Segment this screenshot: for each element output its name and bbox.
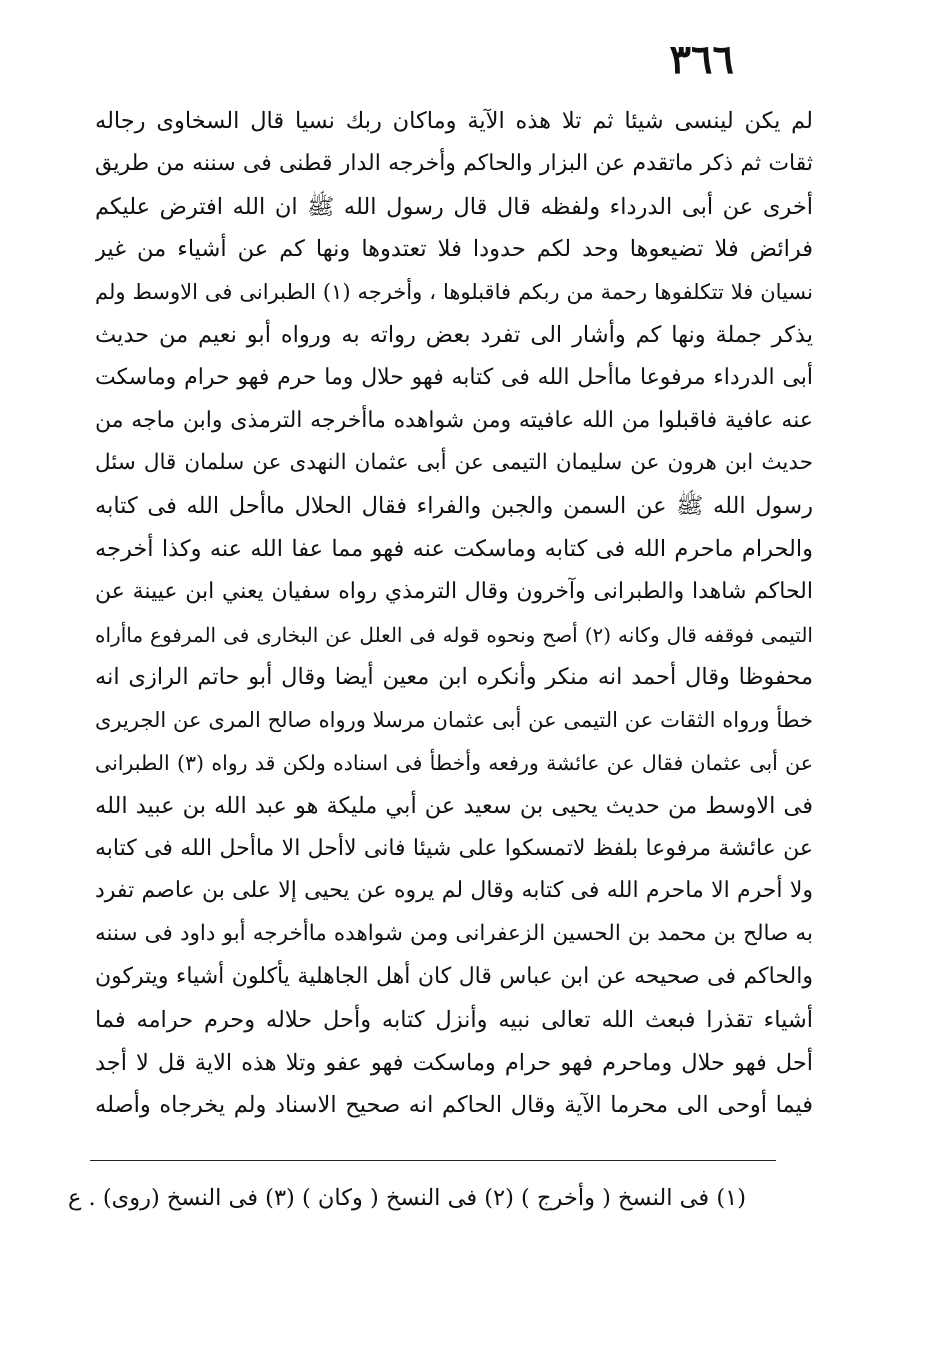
text-line: والحرام ماحرم الله فى كتابه وماسكت عنه فهو مما عفا الله عنه وكذا أخرجه <box>95 535 813 562</box>
footnote: (١) فى النسخ ( وأخرج ) (٢) فى النسخ ( وكان ) (٣) فى النسخ (روى) . ع <box>67 1185 746 1211</box>
text-line: لم يكن لينسى شيئا ثم تلا هذه الآية وماكان ربك نسيا قال السخاوى رجاله <box>95 108 813 134</box>
text-line: عن عائشة مرفوعا بلفظ لاتمسكوا على شيئا فانى لاأحل الا ماأحل الله فى كتابه <box>95 835 813 861</box>
text-line: عن أبى عثمان فقال عن عائشة ورفعه وأخطأ فى اسناده ولكن قد رواه (٣) الطبرانى <box>95 750 813 775</box>
text-line: نسيان فلا تتكلفوها رحمة من ربكم فاقبلوها ، وأخرجه (١) الطبرانى فى الاوسط ولم <box>95 280 813 305</box>
text-line: والحاكم فى صحيحه عن ابن عباس قال كان أهل الجاهلية يأكلون أشياء ويتركون <box>95 963 813 989</box>
text-line: به صالح بن محمد بن الحسين الزعفرانى ومن شواهده ماأخرجه أبو داود فى سننه <box>95 921 813 947</box>
text-line: أبى الدرداء مرفوعا ماأحل الله فى كتابه فهو حلال وما حرم فهو حرام وماسكت <box>95 364 813 390</box>
text-line: أحل فهو حلال وماحرم فهو حرام وماسكت فهو عفو وتلا هذه الاية قل لا أجد <box>95 1049 813 1076</box>
text-line: فى الاوسط من حديث يحيى بن سعيد عن أبي مليكة هو عبد الله بن عبيد الله <box>95 792 813 819</box>
footnote-separator <box>90 1160 776 1161</box>
text-line: خطأ ورواه الثقات عن التيمى عن أبى عثمان مرسلا ورواه صالح المرى عن الجريرى <box>95 708 813 733</box>
text-line: رسول الله ﷺ عن السمن والجبن والفراء فقال الحلال ماأحل الله فى كتابه <box>95 493 813 520</box>
page-number: ٣٦٦ <box>669 36 734 83</box>
text-line: فيما أوحى الى محرما الآية وقال الحاكم انه صحيح الاسناد ولم يخرجاه وأصله <box>95 1092 813 1119</box>
text-line: عنه عافية فاقبلوا من الله عافيته ومن شواهده ماأخرجه الترمذى وابن ماجه من <box>95 407 813 433</box>
text-line: ثقات ثم ذكر ماتقدم عن البزار والحاكم وأخرجه الدار قطنى فى سننه من طريق <box>95 150 813 176</box>
text-line: أشياء تقذرا فبعث الله تعالى نبيه وأنزل كتابه وأحل حلاله وحرم حرامه فما <box>95 1006 813 1033</box>
text-line: محفوظا وقال أحمد انه منكر وأنكره ابن معين أيضا وقال أبو حاتم الرازى انه <box>95 664 813 691</box>
text-line: أخرى عن أبى الدرداء ولفظه قال قال رسول الله ﷺ ان الله افترض عليكم <box>95 193 813 220</box>
text-line: ولا أحرم الا ماحرم الله فى كتابه وقال لم يروه عن يحيى إلا على بن عاصم تفرد <box>95 878 813 904</box>
body-text <box>95 100 813 1127</box>
text-line: التيمى فوقفه قال وكانه (٢) أصح ونحوه قوله فى العلل عن البخارى فى المرفوع ماأراه <box>95 622 813 647</box>
text-line: فرائض فلا تضيعوها وحد لكم حدودا فلا تعتدوها ونها كم عن أشياء من غير <box>95 236 813 263</box>
text-line: حديث ابن هرون عن سليمان التيمى عن أبى عثمان النهدى عن سلمان قال سئل <box>95 450 813 476</box>
text-line: الحاكم شاهدا والطبرانى وآخرون وقال الترمذي رواه سفيان يعني ابن عيينة عن <box>95 578 813 604</box>
text-line: يذكر جملة ونها كم وأشار الى تفرد بعض رواته به ورواه أبو نعيم من حديث <box>95 321 813 348</box>
